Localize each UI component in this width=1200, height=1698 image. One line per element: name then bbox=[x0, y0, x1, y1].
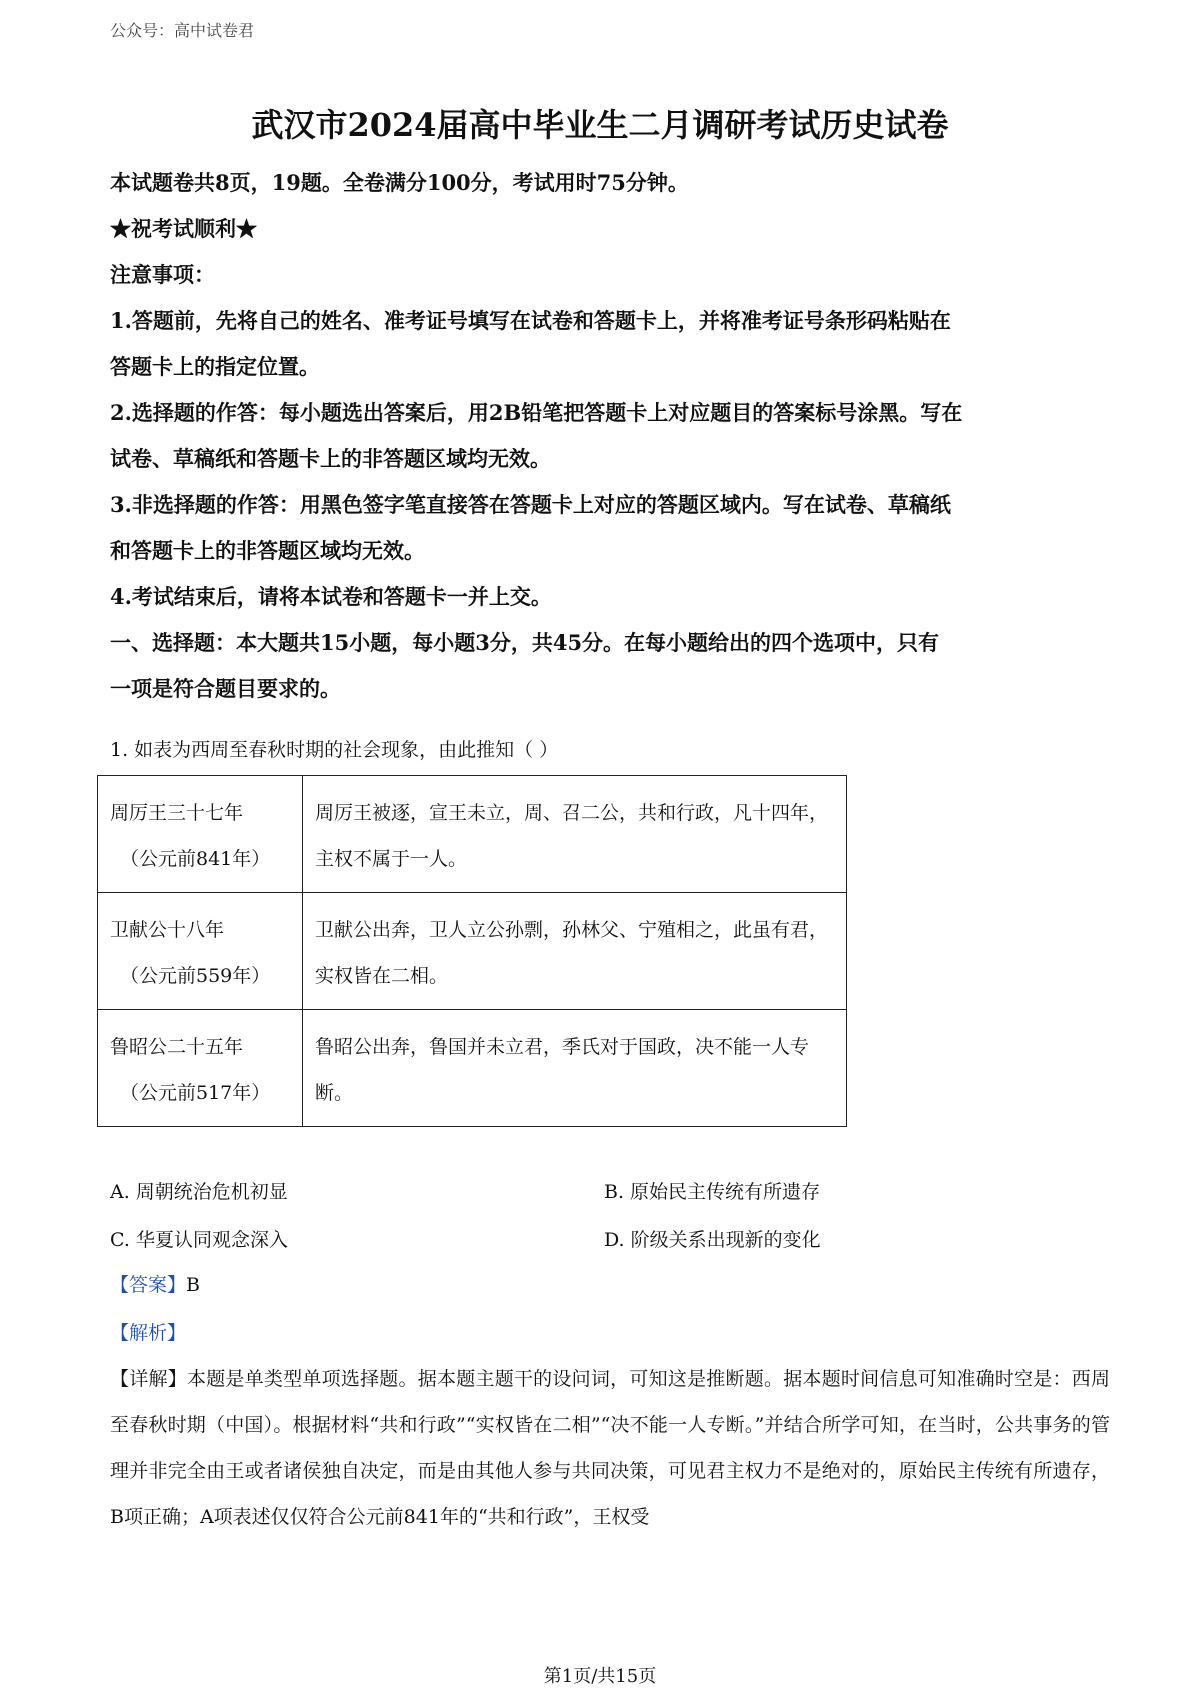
period-text: 周厉王三十七年 bbox=[110, 802, 244, 824]
option-a: A. 周朝统治危机初显 bbox=[110, 1181, 288, 1203]
answer-tag: 【答案】 bbox=[110, 1274, 187, 1296]
year-text: （公元前841年） bbox=[120, 848, 271, 870]
history-table bbox=[97, 775, 847, 1127]
table-cell-period bbox=[98, 893, 303, 1010]
instructions bbox=[110, 160, 1110, 712]
intro-line: 一、选择题：本大题共15小题，每小题3分，共45分。在每小题给出的四个选项中，只有 bbox=[110, 630, 940, 655]
page-footer: 第1页/共15页 bbox=[543, 1666, 657, 1687]
question-stem: 1. 如表为西周至春秋时期的社会现象，由此推知（ ） bbox=[110, 739, 559, 761]
year-text: （公元前559年） bbox=[120, 965, 271, 987]
period-text: 鲁昭公二十五年 bbox=[110, 1036, 244, 1058]
detail-text: 本题是单类型单项选择题。据本题主题干的设问词，可知这是推断题。据本题时间信息可知准确时空是：西周至春秋时期（中国）。根据材料“共和行政”“实权皆在二相”“决不能一人专断。”并结合所学可知，在当时，公共事务的管理并非完全由王或者诸侯独自决定，而是由其他人参与共同决策，可见君主权力不是绝对的，原始民主传统有所遗存，B项正确；A项表述仅仅符合公元前841年的“共和行政”，王权受 bbox=[110, 1368, 1110, 1528]
intro-line: 一项是符合题目要求的。 bbox=[110, 676, 341, 701]
table-row bbox=[98, 1010, 847, 1127]
intro-line: ★祝考试顺利★ bbox=[110, 216, 257, 241]
table-cell-event: 鲁昭公出奔，鲁国并未立君，季氏对于国政，决不能一人专断。 bbox=[303, 1010, 847, 1127]
intro-line: 3.非选择题的作答：用黑色签字笔直接答在答题卡上对应的答题区域内。写在试卷、草稿纸 bbox=[110, 492, 951, 517]
intro-line: 4.考试结束后，请将本试卷和答题卡一并上交。 bbox=[110, 584, 552, 609]
answer-line bbox=[110, 1262, 200, 1308]
detail-tag: 【详解】 bbox=[110, 1368, 187, 1390]
intro-line: 本试题卷共8页，19题。全卷满分100分，考试用时75分钟。 bbox=[110, 170, 689, 195]
intro-line: 1.答题前，先将自己的姓名、准考证号填写在试卷和答题卡上，并将准考证号条形码粘贴在 bbox=[110, 308, 951, 333]
intro-line: 答题卡上的指定位置。 bbox=[110, 354, 320, 379]
table-cell-period bbox=[98, 776, 303, 893]
detail-paragraph bbox=[110, 1356, 1110, 1540]
table-cell-event: 周厉王被逐，宣王未立，周、召二公，共和行政，凡十四年，主权不属于一人。 bbox=[303, 776, 847, 893]
option-c: C. 华夏认同观念深入 bbox=[110, 1229, 288, 1251]
intro-line: 试卷、草稿纸和答题卡上的非答题区域均无效。 bbox=[110, 446, 551, 471]
analysis-tag: 【解析】 bbox=[110, 1322, 187, 1344]
intro-line: 和答题卡上的非答题区域均无效。 bbox=[110, 538, 425, 563]
answer-value: B bbox=[186, 1274, 200, 1296]
intro-line: 2.选择题的作答：每小题选出答案后，用2B铅笔把答题卡上对应题目的答案标号涂黑。写在 bbox=[110, 400, 963, 425]
table-cell-period bbox=[98, 1010, 303, 1127]
table-row bbox=[98, 776, 847, 893]
option-b: B. 原始民主传统有所遗存 bbox=[604, 1181, 821, 1203]
period-text: 卫献公十八年 bbox=[110, 919, 225, 941]
year-text: （公元前517年） bbox=[120, 1082, 271, 1104]
header-note: 公众号：高中试卷君 bbox=[110, 21, 255, 40]
exam-title: 武汉市2024届高中毕业生二月调研考试历史试卷 bbox=[251, 106, 949, 144]
intro-line: 注意事项： bbox=[110, 262, 215, 287]
table-row bbox=[98, 893, 847, 1010]
option-d: D. 阶级关系出现新的变化 bbox=[604, 1229, 821, 1251]
table-cell-event: 卫献公出奔，卫人立公孙剽，孙林父、宁殖相之，此虽有君，实权皆在二相。 bbox=[303, 893, 847, 1010]
